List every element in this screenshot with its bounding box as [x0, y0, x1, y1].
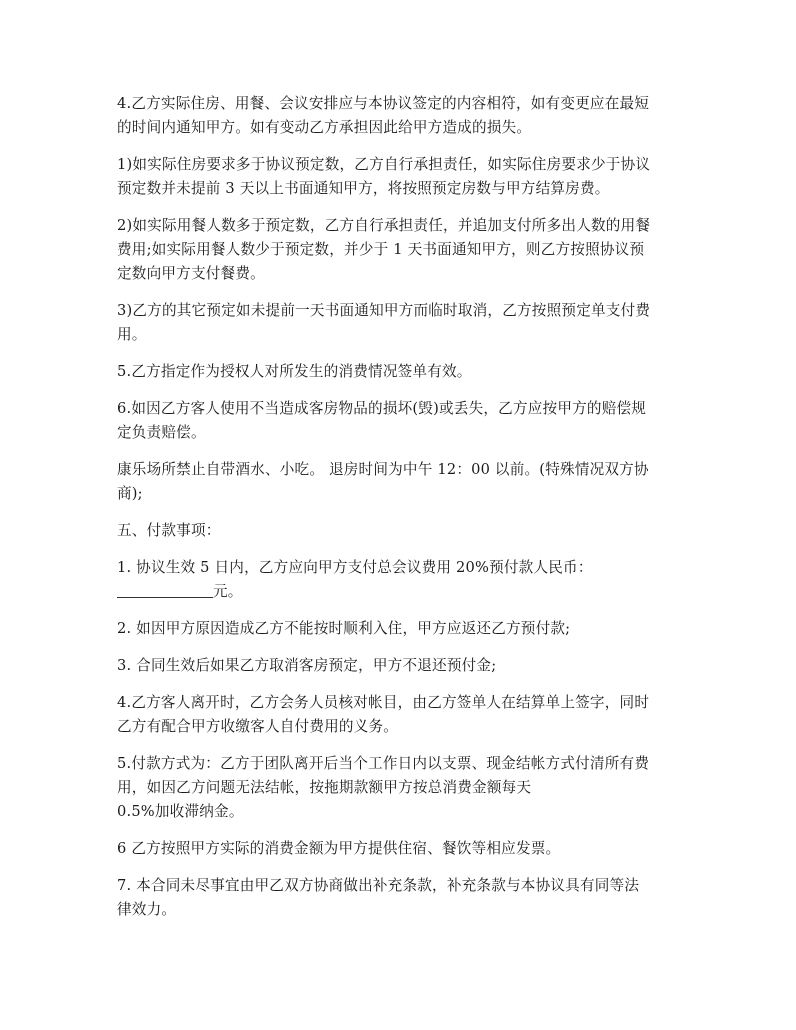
sub-clause-1-paragraph: [117, 153, 685, 201]
payment-item-6-paragraph: [117, 837, 685, 861]
payment-item-7-paragraph: [117, 874, 685, 922]
text-line: 用。: [117, 326, 147, 343]
text-line: 5.付款方式为：乙方于团队离开后当个工作日内以支票、现金结帐方式付清所有费: [117, 755, 650, 772]
text-line: 商);: [117, 485, 143, 502]
blank-amount-line: [117, 580, 685, 604]
text-line: 康乐场所禁止自带酒水、小吃。 退房时间为中午 12：00 以前。(特殊情况双方协: [117, 461, 649, 478]
text-line: 1)如实际住房要求多于协议预定数，乙方自行承担责任，如实际住房要求少于协议: [117, 156, 651, 173]
text-line: 6 乙方按照甲方实际的消费金额为甲方提供住宿、餐饮等相应发票。: [117, 840, 561, 857]
text-line: 律效力。: [117, 901, 177, 918]
text-line: 2. 如因甲方原因造成乙方不能按时顺利入住，甲方应返还乙方预付款;: [117, 620, 571, 637]
fill-in-blank[interactable]: [117, 581, 213, 598]
text-line: 5.乙方指定作为授权人对所发生的消费情况签单有效。: [117, 363, 472, 380]
text-line: 3. 合同生效后如果乙方取消客房预定，甲方不退还预付金;: [117, 657, 497, 674]
section-heading: 五、付款事项：: [117, 522, 221, 539]
payment-item-3-paragraph: [117, 654, 685, 678]
text-line: 2)如实际用餐人数多于预定数，乙方自行承担责任，并追加支付所多出人数的用餐: [117, 217, 651, 234]
text-line: 6.如因乙方客人使用不当造成客房物品的损坏(毁)或丢失，乙方应按甲方的赔偿规: [117, 400, 647, 417]
currency-unit: 元。: [213, 583, 243, 600]
text-line: 7. 本合同未尽事宜由甲乙双方协商做出补充条款，补充条款与本协议具有同等法: [117, 877, 640, 894]
payment-item-5-paragraph: [117, 752, 685, 824]
payment-item-1-paragraph: [117, 556, 685, 604]
recreation-checkout-paragraph: [117, 458, 685, 506]
text-line: 的时间内通知甲方。如有变动乙方承担因此给甲方造成的损失。: [117, 119, 532, 136]
text-line: 1. 协议生效 5 日内，乙方应向甲方支付总会议费用 20%预付款人民币：: [117, 559, 593, 576]
text-line: 乙方有配合甲方收缴客人自付费用的义务。: [117, 718, 399, 735]
text-line: 3)乙方的其它预定如未提前一天书面通知甲方而临时取消，乙方按照预定单支付费: [117, 302, 651, 319]
document-body: [117, 92, 685, 935]
payment-item-2-paragraph: [117, 617, 685, 641]
text-line: 4.乙方客人离开时，乙方会务人员核对帐目，由乙方签单人在结算单上签字，同时: [117, 694, 650, 711]
section-heading-payment: [117, 519, 685, 543]
payment-item-4-paragraph: [117, 691, 685, 739]
clause-5-paragraph: [117, 360, 685, 384]
text-line: 预定数并未提前 3 天以上书面通知甲方，将按照预定房数与甲方结算房费。: [117, 180, 610, 197]
clause-4-paragraph: [117, 92, 685, 140]
text-line: 定负责赔偿。: [117, 424, 206, 441]
text-line: 定数向甲方支付餐费。: [117, 265, 265, 282]
sub-clause-2-paragraph: [117, 214, 685, 286]
sub-clause-3-paragraph: [117, 299, 685, 347]
text-line: 0.5%加收滞纳金。: [117, 803, 244, 820]
text-line: 4.乙方实际住房、用餐、会议安排应与本协议签定的内容相符，如有变更应在最短: [117, 95, 650, 112]
text-line: 用，如因乙方问题无法结帐，按拖期款额甲方按总消费金额每天: [117, 779, 532, 796]
clause-6-paragraph: [117, 397, 685, 445]
text-line: 费用;如实际用餐人数少于预定数，并少于 1 天书面通知甲方，则乙方按照协议预: [117, 241, 645, 258]
